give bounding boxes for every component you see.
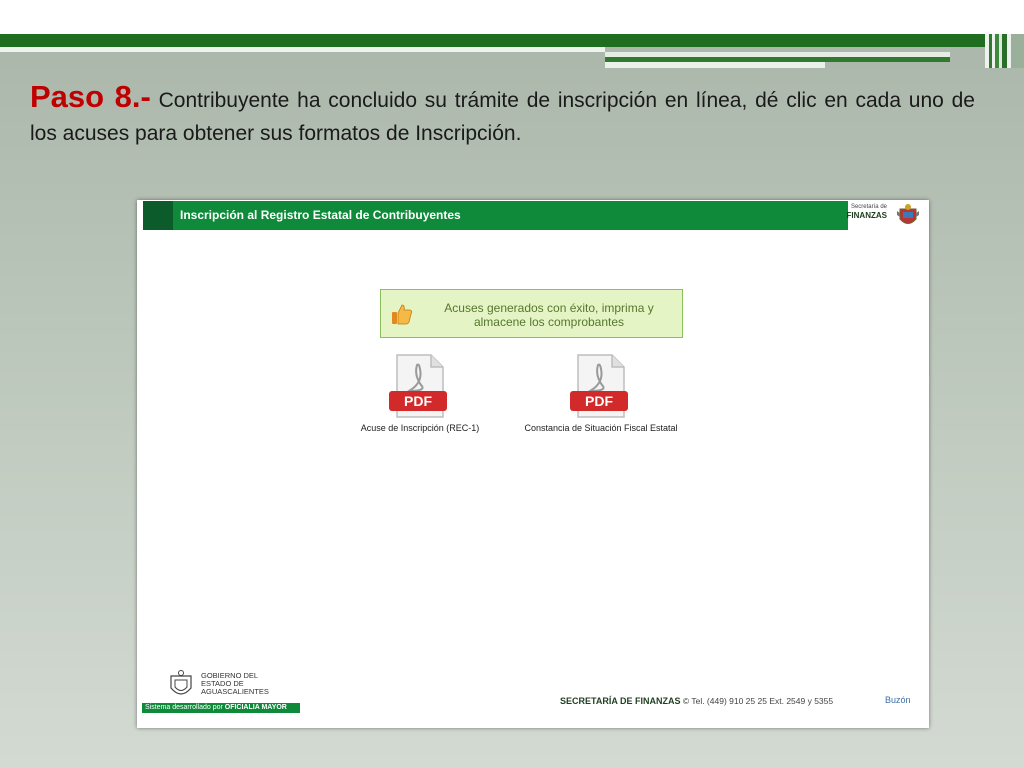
- header-accent: [143, 201, 173, 230]
- government-name: [201, 672, 269, 696]
- pdf-file-icon: [568, 353, 634, 419]
- footer-secretaria: SECRETARÍA DE FINANZAS: [560, 696, 681, 706]
- banner-prefix: Sistema desarrollado por: [145, 704, 225, 711]
- pdf-file-icon: [387, 353, 453, 419]
- developer-banner: [142, 703, 300, 713]
- brand-big: FINANZAS: [846, 211, 887, 220]
- pdf-badge-text: PDF: [404, 393, 432, 409]
- app-screenshot: [137, 200, 929, 728]
- government-seal-icon: [167, 670, 195, 700]
- decor-bar-main: [0, 34, 1024, 47]
- slide-top-strip: [0, 0, 1024, 34]
- gov-line: ESTADO DE: [201, 679, 244, 688]
- success-message-box: [380, 289, 683, 338]
- step-text: Contribuyente ha concluido su trámite de inscripción en línea, dé clic en cada uno de los acuses para obtener sus formatos de Inscripción.: [30, 89, 975, 145]
- document-label[interactable]: Acuse de Inscripción (REC-1): [360, 423, 480, 433]
- banner-bold: OFICIALIA MAYOR: [224, 704, 287, 711]
- app-title: Inscripción al Registro Estatal de Contribuyentes: [180, 208, 461, 222]
- document-link-constancia[interactable]: [516, 353, 686, 433]
- decor-bar: [605, 62, 825, 68]
- slide-heading: [30, 80, 975, 150]
- pdf-badge-text: PDF: [585, 393, 613, 409]
- decor-stripes: [985, 34, 1024, 68]
- footer-phone: © Tel. (449) 910 25 25 Ext. 2549 y 5355: [680, 696, 834, 706]
- footer-contact: [560, 696, 833, 706]
- decor-bar: [0, 47, 605, 52]
- document-label[interactable]: Constancia de Situación Fiscal Estatal: [524, 423, 678, 433]
- buzon-link[interactable]: Buzón: [885, 695, 911, 705]
- document-link-rec1[interactable]: [335, 353, 505, 433]
- brand-small: Secretaría de: [850, 204, 887, 210]
- step-label: Paso 8.-: [30, 79, 151, 114]
- gov-line: AGUASCALIENTES: [201, 687, 269, 696]
- thumbs-up-icon: [390, 302, 414, 326]
- success-message: Acuses generados con éxito, imprima y almacene los comprobantes: [444, 301, 654, 329]
- gov-line: GOBIERNO DEL: [201, 671, 259, 680]
- app-header: [143, 201, 848, 230]
- finanzas-brand: [847, 203, 887, 221]
- crest-icon: [895, 203, 921, 229]
